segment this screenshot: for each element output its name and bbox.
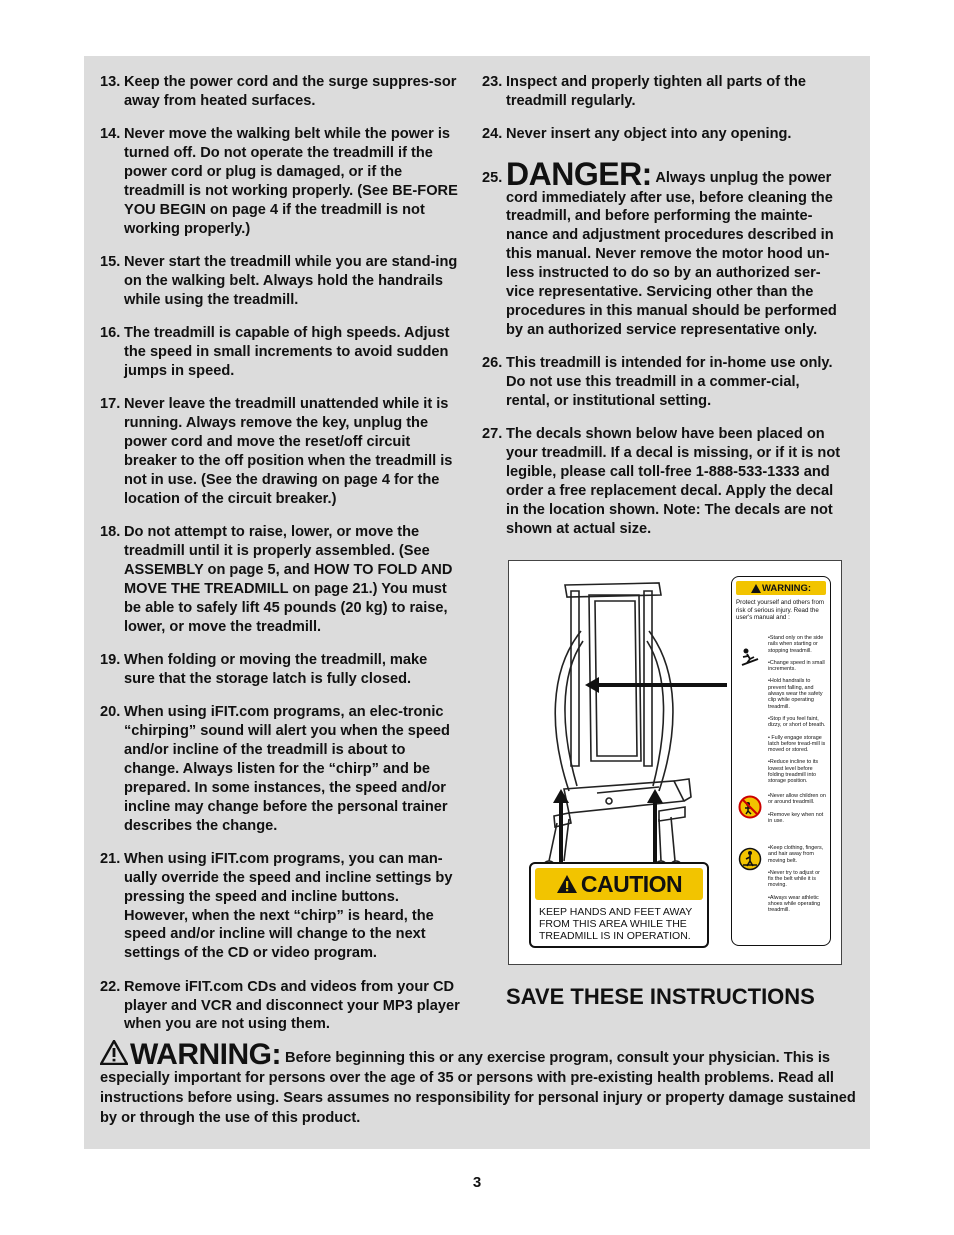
list-item-16 xyxy=(100,324,462,381)
warning-heading: WARNING: xyxy=(130,1038,281,1071)
warning-decal-item: •Stand only on the side rails when starting or stopping treadmill. xyxy=(768,635,824,654)
page-number: 3 xyxy=(472,1174,482,1191)
item-number: 15. xyxy=(100,254,121,271)
item-number: 20. xyxy=(100,704,121,721)
item-text: Do not attempt to raise, lower, or move the treadmill until it is properly assembled. (See ASSEMBLY on page 5, and HOW TO FOLD AND MOVE THE TREADMILL on page 21.) You must be able to safely lift 45 pounds (20 kg) to raise, lower, or move the treadmill. xyxy=(124,524,453,635)
warning-triangle-icon xyxy=(751,584,761,593)
warning-decal-list xyxy=(768,635,826,791)
list-item-26 xyxy=(482,354,842,411)
warning-decal-item: •Reduce incline to its lowest level before folding treadmill into storage position. xyxy=(768,759,819,785)
item-number: 16. xyxy=(100,325,121,342)
caution-text: KEEP HANDS AND FEET AWAY FROM THIS AREA WHILE THE TREADMILL IS IN OPERATION. xyxy=(539,906,693,942)
list-item-19 xyxy=(100,651,462,689)
warning-decal-item: •Change speed in small increments. xyxy=(768,659,825,673)
warning-decal-header xyxy=(736,581,826,595)
item-number: 23. xyxy=(482,74,503,90)
safety-panel xyxy=(84,56,870,1149)
warning-decal-item: •Always wear athletic shoes while operating treadmill. xyxy=(768,894,821,914)
item-text xyxy=(506,155,842,340)
caution-decal xyxy=(529,862,709,948)
falling-person-icon xyxy=(738,645,762,669)
item-number: 18. xyxy=(100,524,121,541)
danger-heading: DANGER: xyxy=(506,155,652,192)
item-text: Remove iFIT.com CDs and videos from your CD player and VCR and disconnect your MP3 player when you are not using them. xyxy=(124,978,460,1033)
item-text: Never start the treadmill while you are stand-ing on the walking belt. Always hold the handrails while using the treadmill. xyxy=(124,254,458,308)
item-text: When using iFIT.com programs, you can man-ually override the speed and incline settings by pressing the speed and incline buttons. However, when the next “chirp” is heard, the speed and/or incline will change to the next settings of the CD or video program. xyxy=(124,850,453,962)
item-number: 27. xyxy=(482,426,503,443)
warning-decal-item: •Never try to adjust or fix the belt while it is moving. xyxy=(768,869,820,889)
left-column xyxy=(100,73,462,1049)
item-number: 24. xyxy=(482,126,503,143)
item-text: When using iFIT.com programs, an elec-tronic “chirping” sound will alert you when the speed and/or incline of the treadmill is about to change. Always listen for the “chirp” and be prepared. In some instances, the speed and/or incline may change before the personal trainer describes the change. xyxy=(124,704,450,834)
list-item-24 xyxy=(482,125,842,144)
item-number: 22. xyxy=(100,978,121,995)
warning-text: Before beginning this or any exercise program, consult your physician. This is especially important for persons over the age of 35 or persons with pre-existing health problems. Read all instructions before using. Sears assumes no responsibility for personal injury or property damage sustained by or through the use of this product. xyxy=(100,1050,856,1126)
warning-decal-item: •Remove key when not in use. xyxy=(768,811,824,824)
item-number: 26. xyxy=(482,355,503,372)
warning-decal-item: •Keep clothing, fingers, and hair away from moving belt. xyxy=(768,845,824,864)
entanglement-hazard-icon xyxy=(738,847,762,871)
item-text: Inspect and properly tighten all parts of the treadmill regularly. xyxy=(506,74,807,109)
item-text: This treadmill is intended for in-home use only. Do not use this treadmill in a commer-cial, rental, or institutional setting. xyxy=(506,355,833,409)
warning-decal xyxy=(731,576,831,946)
save-instructions-heading: SAVE THESE INSTRUCTIONS xyxy=(506,984,815,1009)
item-number: 21. xyxy=(100,850,121,867)
list-item-27 xyxy=(482,425,842,538)
decal-figure xyxy=(508,560,842,965)
danger-text: Always unplug the power cord immediately after use, before cleaning the treadmill, and before performing the mainte-nance and adjustment procedures described in this manual. Never remove the motor hood un-less instructed to do so by an authorized ser-vice representative. Servicing other than the procedures in this manual should be performed by an authorized service representative only. xyxy=(506,169,837,338)
item-text: The treadmill is capable of high speeds. Adjust the speed in small increments to avoid sudden jumps in speed. xyxy=(124,325,450,379)
warning-decal-title: WARNING: xyxy=(761,582,812,594)
list-item-21 xyxy=(100,850,462,963)
no-children-icon xyxy=(738,795,762,819)
right-column xyxy=(482,73,842,553)
warning-decal-item: • Fully engage storage latch before tread-mill is moved or stored. xyxy=(768,734,826,754)
list-item-17 xyxy=(100,395,462,508)
warning-triangle-icon xyxy=(556,874,578,894)
list-item-22 xyxy=(100,978,462,1035)
list-item-23 xyxy=(482,73,842,111)
list-item-20 xyxy=(100,703,462,835)
item-text: The decals shown below have been placed on your treadmill. If a decal is missing, or if it is not legible, please call toll-free 1-888-533-1333 and order a free replacement decal. Apply the decal in the location shown. Note: The decals are not shown at actual size. xyxy=(506,426,841,537)
item-text: Never insert any object into any opening. xyxy=(506,126,792,143)
list-item-25-danger xyxy=(482,155,842,340)
item-text: Never leave the treadmill unattended while it is running. Always remove the key, unplug the power cord and move the reset/off circuit breaker to the off position when the treadmill is not in use. (See the drawing on page 4 for the location of the circuit breaker.) xyxy=(124,396,453,507)
list-item-18 xyxy=(100,523,462,636)
caution-header xyxy=(535,868,703,900)
warning-decal-item: •Stop if you feel faint, dizzy, or short of breath. xyxy=(768,715,826,729)
warning-decal-list-2 xyxy=(768,793,826,830)
item-text: Never move the walking belt while the power is turned off. Do not operate the treadmill if the power cord or plug is damaged, or if the treadmill is not working properly. (See BE-FORE YOU BEGIN on page 4 if the treadmill is not working properly.) xyxy=(124,126,458,237)
warning-decal-intro: Protect yourself and others from risk of serious injury. Read the user's manual and : xyxy=(736,599,825,621)
item-number: 17. xyxy=(100,396,121,413)
warning-decal-item: •Never allow children on or around treadmill. xyxy=(768,793,826,806)
item-number: 25. xyxy=(482,169,503,186)
caution-title: CAUTION xyxy=(580,870,683,897)
list-item-13 xyxy=(100,73,462,111)
item-text: Keep the power cord and the surge suppres-sor away from heated surfaces. xyxy=(124,74,457,109)
item-number: 13. xyxy=(100,74,121,90)
warning-triangle-icon xyxy=(100,1040,128,1065)
list-item-14 xyxy=(100,125,462,238)
bottom-warning xyxy=(100,1040,860,1128)
warning-decal-list-3 xyxy=(768,845,826,920)
item-number: 19. xyxy=(100,651,121,668)
item-text: When folding or moving the treadmill, make sure that the storage latch is fully closed. xyxy=(124,651,428,687)
list-item-15 xyxy=(100,253,462,310)
warning-decal-item: •Hold handrails to prevent falling, and always wear the safety clip while operating treadmill. xyxy=(768,678,823,710)
item-number: 14. xyxy=(100,126,121,143)
